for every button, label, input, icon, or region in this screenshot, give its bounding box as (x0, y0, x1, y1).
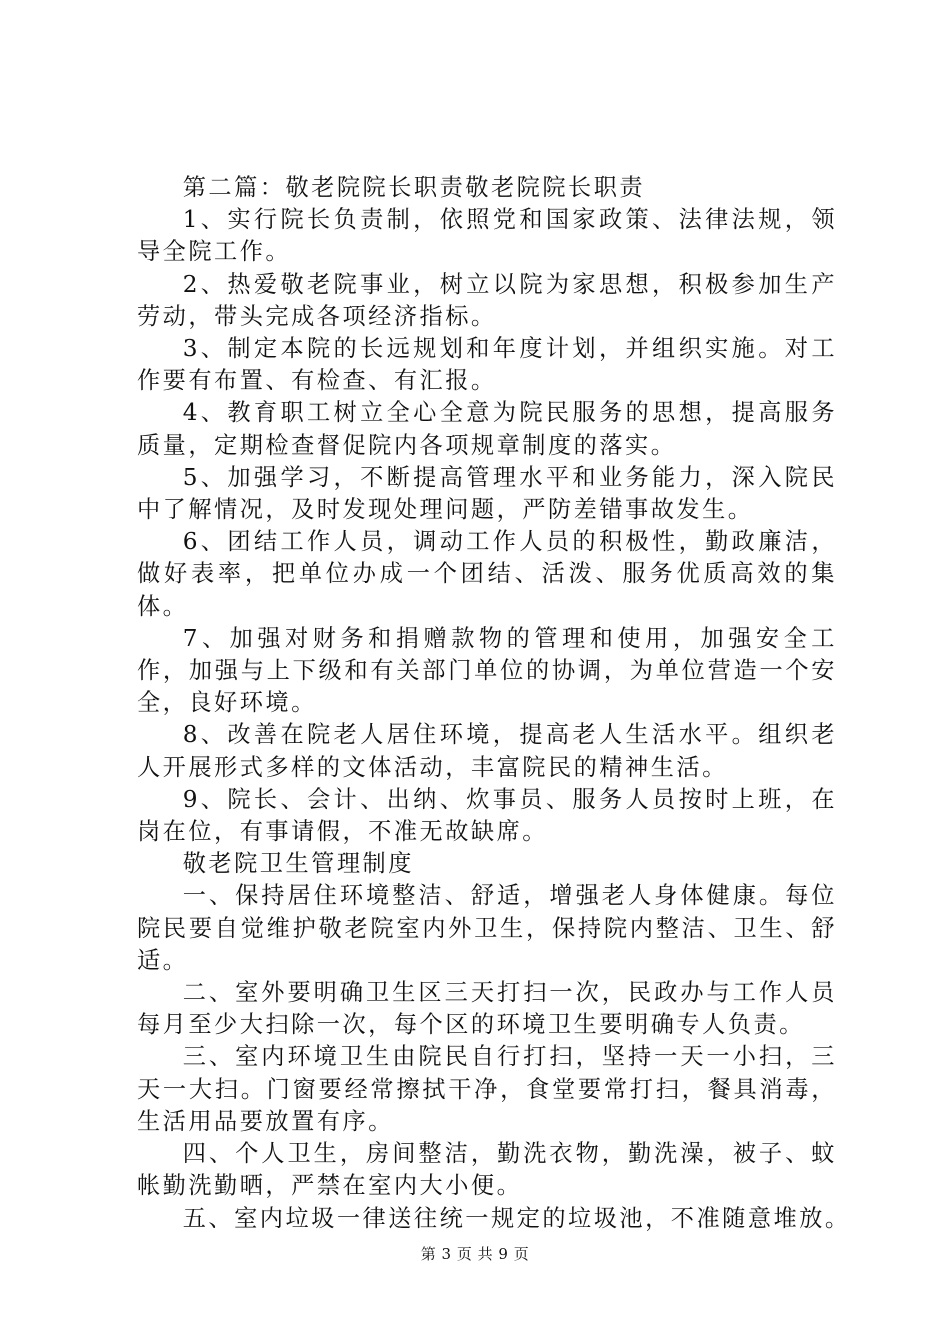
paragraph: 7、加强对财务和捐赠款物的管理和使用，加强安全工作，加强与上下级和有关部门单位的协调，为单位营造一个安全，良好环境。 (137, 624, 837, 717)
document-body (137, 172, 851, 1235)
paragraph: 6、团结工作人员，调动工作人员的积极性，勤政廉洁，做好表率，把单位办成一个团结、活泼、服务优质高效的集体。 (137, 528, 837, 620)
page-number-footer: 第 3 页 共 9 页 (420, 1245, 530, 1263)
paragraph: 一、保持居住环境整洁、舒适，增强老人身体健康。每位院民要自觉维护敬老院室内外卫生，保持院内整洁、卫生、舒适。 (137, 882, 837, 974)
paragraph: 三、室内环境卫生由院民自行打扫，坚持一天一小扫，三天一大扫。门窗要经常擦拭干净，食堂要常打扫，餐具消毒，生活用品要放置有序。 (137, 1043, 837, 1135)
paragraph: 8、改善在院老人居住环境，提高老人生活水平。组织老人开展形式多样的文体活动，丰富院民的精神生活。 (137, 721, 837, 781)
paragraph: 4、教育职工树立全心全意为院民服务的思想，提高服务质量，定期检查督促院内各项规章制度的落实。 (137, 399, 837, 459)
paragraph: 五、室内垃圾一律送往统一规定的垃圾池，不准随意堆放。 (182, 1204, 851, 1232)
section-heading: 第二篇：敬老院院长职责敬老院院长职责 (182, 174, 646, 201)
paragraph: 1、实行院长负责制，依照党和国家政策、法律法规，领导全院工作。 (137, 206, 837, 266)
paragraph: 9、院长、会计、出纳、炊事员、服务人员按时上班，在岗在位，有事请假，不准无故缺席。 (137, 785, 837, 846)
paragraph: 四、个人卫生，房间整洁，勤洗衣物，勤洗澡，被子、蚊帐勤洗勤晒，严禁在室内大小便。 (137, 1140, 837, 1200)
paragraph: 3、制定本院的长远规划和年度计划，并组织实施。对工作要有布置、有检查、有汇报。 (137, 335, 837, 395)
section-heading: 敬老院卫生管理制度 (182, 850, 414, 878)
paragraph: 二、室外要明确卫生区三天打扫一次，民政办与工作人员每月至少大扫除一次，每个区的环境卫生要明确专人负责。 (137, 979, 837, 1039)
paragraph: 2、热爱敬老院事业，树立以院为家思想，积极参加生产劳动，带头完成各项经济指标。 (137, 270, 837, 330)
paragraph: 5、加强学习，不断提高管理水平和业务能力，深入院民中了解情况，及时发现处理问题，严防差错事故发生。 (137, 463, 837, 524)
